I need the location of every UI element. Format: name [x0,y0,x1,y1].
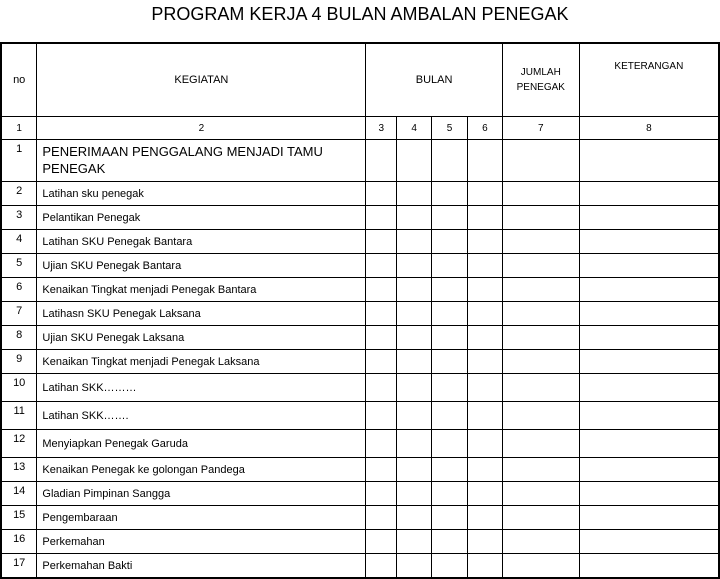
row-kegiatan: Kenaikan Tingkat menjadi Penegak Laksana [37,350,366,374]
jumlah-cell [502,530,579,554]
jumlah-cell [502,302,579,326]
row-number: 7 [1,302,37,326]
month-3-cell [432,482,468,506]
month-2-cell [397,350,432,374]
jumlah-cell [502,326,579,350]
row-kegiatan: Latihan SKU Penegak Bantara [37,230,366,254]
table-row [1,374,719,402]
month-2-cell [397,140,432,182]
month-3-cell [432,554,468,579]
month-4-cell [468,530,503,554]
table-row [1,482,719,506]
month-3-cell [432,326,468,350]
jumlah-cell [502,140,579,182]
month-3-cell [432,206,468,230]
month-2-cell [397,402,432,430]
row-number: 17 [1,554,37,579]
table-row [1,430,719,458]
table-row [1,230,719,254]
jumlah-cell [502,230,579,254]
month-2-cell [397,254,432,278]
month-4-cell [468,302,503,326]
keterangan-cell [579,278,719,302]
row-kegiatan: Latihan SKK……. [37,402,366,430]
table-row [1,326,719,350]
row-number: 4 [1,230,37,254]
month-3-cell [432,430,468,458]
month-1-cell [366,326,397,350]
month-1-cell [366,302,397,326]
row-number: 13 [1,458,37,482]
month-2-cell [397,554,432,579]
row-kegiatan: Ujian SKU Penegak Bantara [37,254,366,278]
column-number: 3 [366,117,397,140]
table-row [1,182,719,206]
keterangan-cell [579,254,719,278]
keterangan-cell [579,506,719,530]
table-row [1,350,719,374]
month-4-cell [468,458,503,482]
month-1-cell [366,482,397,506]
month-4-cell [468,326,503,350]
month-2-cell [397,430,432,458]
jumlah-cell [502,254,579,278]
month-2-cell [397,506,432,530]
month-3-cell [432,278,468,302]
row-number: 5 [1,254,37,278]
row-kegiatan: Perkemahan Bakti [37,554,366,579]
month-1-cell [366,230,397,254]
month-4-cell [468,402,503,430]
row-kegiatan: Latihasn SKU Penegak Laksana [37,302,366,326]
month-2-cell [397,302,432,326]
keterangan-cell [579,530,719,554]
month-4-cell [468,254,503,278]
row-number: 11 [1,402,37,430]
keterangan-cell [579,430,719,458]
month-3-cell [432,530,468,554]
column-number: 2 [37,117,366,140]
month-4-cell [468,430,503,458]
keterangan-cell [579,554,719,579]
month-3-cell [432,506,468,530]
month-2-cell [397,326,432,350]
column-number-row [1,117,719,140]
month-1-cell [366,554,397,579]
row-number: 2 [1,182,37,206]
table-row [1,254,719,278]
row-number: 6 [1,278,37,302]
jumlah-cell [502,350,579,374]
jumlah-cell [502,482,579,506]
month-1-cell [366,430,397,458]
month-4-cell [468,482,503,506]
row-number: 10 [1,374,37,402]
row-number: 16 [1,530,37,554]
month-3-cell [432,458,468,482]
keterangan-cell [579,230,719,254]
row-kegiatan: Pengembaraan [37,506,366,530]
header-keterangan: KETERANGAN [579,43,719,117]
keterangan-cell [579,482,719,506]
keterangan-cell [579,402,719,430]
header-row [1,43,719,117]
month-3-cell [432,230,468,254]
header-bulan: BULAN [366,43,503,117]
month-4-cell [468,230,503,254]
keterangan-cell [579,206,719,230]
month-4-cell [468,182,503,206]
month-1-cell [366,458,397,482]
month-2-cell [397,530,432,554]
jumlah-cell [502,182,579,206]
month-2-cell [397,458,432,482]
row-kegiatan: Menyiapkan Penegak Garuda [37,430,366,458]
row-kegiatan: Perkemahan [37,530,366,554]
month-1-cell [366,140,397,182]
keterangan-cell [579,350,719,374]
keterangan-cell [579,302,719,326]
row-kegiatan: Latihan sku penegak [37,182,366,206]
row-number: 9 [1,350,37,374]
month-4-cell [468,206,503,230]
row-kegiatan: Kenaikan Tingkat menjadi Penegak Bantara [37,278,366,302]
month-3-cell [432,302,468,326]
table-row [1,206,719,230]
column-number: 6 [468,117,503,140]
column-number: 5 [432,117,468,140]
month-4-cell [468,506,503,530]
keterangan-cell [579,326,719,350]
table-row [1,278,719,302]
month-1-cell [366,206,397,230]
month-1-cell [366,254,397,278]
row-number: 12 [1,430,37,458]
table-row [1,506,719,530]
month-4-cell [468,278,503,302]
keterangan-cell [579,140,719,182]
jumlah-cell [502,554,579,579]
row-kegiatan: Kenaikan Penegak ke golongan Pandega [37,458,366,482]
row-kegiatan: Pelantikan Penegak [37,206,366,230]
month-3-cell [432,182,468,206]
keterangan-cell [579,458,719,482]
month-2-cell [397,278,432,302]
jumlah-cell [502,506,579,530]
month-3-cell [432,402,468,430]
jumlah-cell [502,278,579,302]
month-2-cell [397,206,432,230]
jumlah-cell [502,206,579,230]
header-jumlah-line2: PENEGAK [516,82,565,93]
table-row [1,402,719,430]
table-row [1,554,719,579]
table-row [1,530,719,554]
jumlah-cell [502,374,579,402]
header-kegiatan: KEGIATAN [37,43,366,117]
table-body [1,140,719,579]
month-1-cell [366,278,397,302]
row-kegiatan: Gladian Pimpinan Sangga [37,482,366,506]
keterangan-cell [579,374,719,402]
row-number: 15 [1,506,37,530]
row-number: 14 [1,482,37,506]
page-title: PROGRAM KERJA 4 BULAN AMBALAN PENEGAK [151,4,569,24]
month-2-cell [397,374,432,402]
column-number: 1 [1,117,37,140]
column-number: 8 [579,117,719,140]
month-4-cell [468,374,503,402]
table-row [1,140,719,182]
table-row [1,458,719,482]
month-3-cell [432,254,468,278]
table-row [1,302,719,326]
month-3-cell [432,374,468,402]
row-kegiatan: PENERIMAAN PENGGALANG MENJADI TAMU PENEGAK [37,140,366,182]
month-1-cell [366,506,397,530]
month-4-cell [468,350,503,374]
column-number: 4 [397,117,432,140]
jumlah-cell [502,402,579,430]
header-jumlah-line1: JUMLAH [520,67,561,78]
month-3-cell [432,350,468,374]
month-2-cell [397,182,432,206]
month-4-cell [468,140,503,182]
work-program-table [0,42,720,579]
row-kegiatan: Latihan SKK……… [37,374,366,402]
month-4-cell [468,554,503,579]
month-3-cell [432,140,468,182]
row-number: 1 [1,140,37,182]
month-2-cell [397,482,432,506]
row-number: 8 [1,326,37,350]
month-1-cell [366,350,397,374]
jumlah-cell [502,430,579,458]
row-kegiatan: Ujian SKU Penegak Laksana [37,326,366,350]
keterangan-cell [579,182,719,206]
month-1-cell [366,530,397,554]
month-1-cell [366,402,397,430]
month-1-cell [366,374,397,402]
header-no: no [1,43,37,117]
month-2-cell [397,230,432,254]
month-1-cell [366,182,397,206]
jumlah-cell [502,458,579,482]
column-number: 7 [502,117,579,140]
header-jumlah-penegak [502,43,579,117]
row-number: 3 [1,206,37,230]
